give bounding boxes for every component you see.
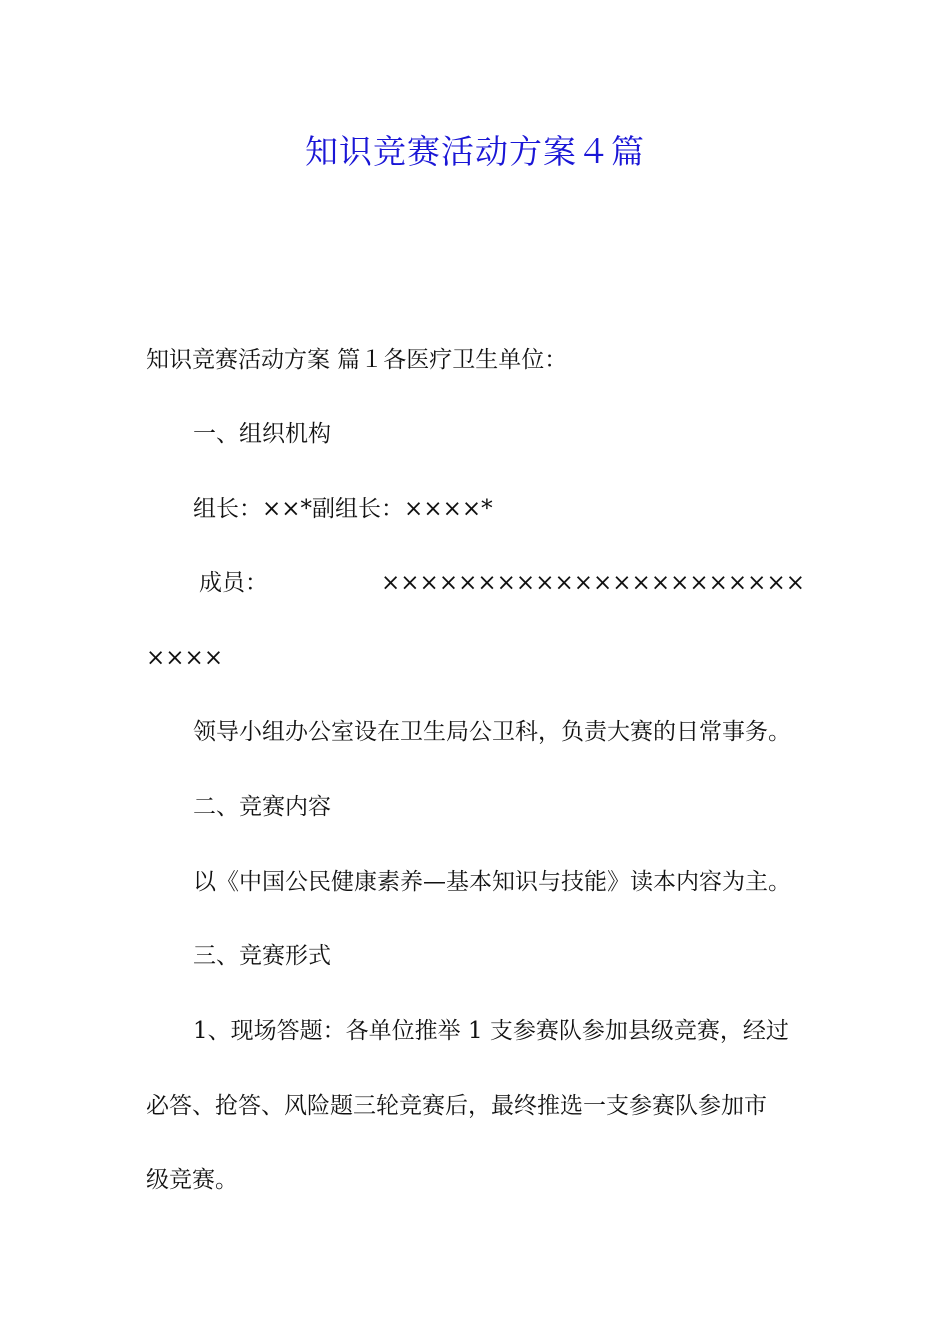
members-paragraph-line-2: ××××	[146, 645, 224, 671]
intro-paragraph: 知识竞赛活动方案 篇１各医疗卫生单位：	[146, 347, 568, 373]
leaders-paragraph: 组长：××*副组长：××××*	[193, 496, 493, 522]
section-heading-organization: 一、组织机构	[193, 421, 331, 447]
format-paragraph-line-2: 必答、抢答、风险题三轮竞赛后，最终推选一支参赛队参加市	[146, 1093, 767, 1119]
section-heading-content: 二、竞赛内容	[193, 794, 331, 820]
content-paragraph: 以《中国公民健康素养—基本知识与技能》读本内容为主。	[193, 869, 791, 895]
format-paragraph-line-1: 1、现场答题：各单位推举 1 支参赛队参加县级竞赛，经过	[193, 1018, 789, 1044]
members-paragraph-line-1	[199, 566, 805, 600]
section-heading-format: 三、竞赛形式	[193, 943, 331, 969]
members-placeholder: ××××××××××××××××××××××	[381, 570, 805, 596]
members-label: 成员：	[199, 570, 268, 596]
document-title: 知识竞赛活动方案４篇	[305, 132, 645, 171]
format-paragraph-line-3: 级竞赛。	[146, 1167, 238, 1193]
office-paragraph: 领导小组办公室设在卫生局公卫科，负责大赛的日常事务。	[193, 719, 791, 745]
